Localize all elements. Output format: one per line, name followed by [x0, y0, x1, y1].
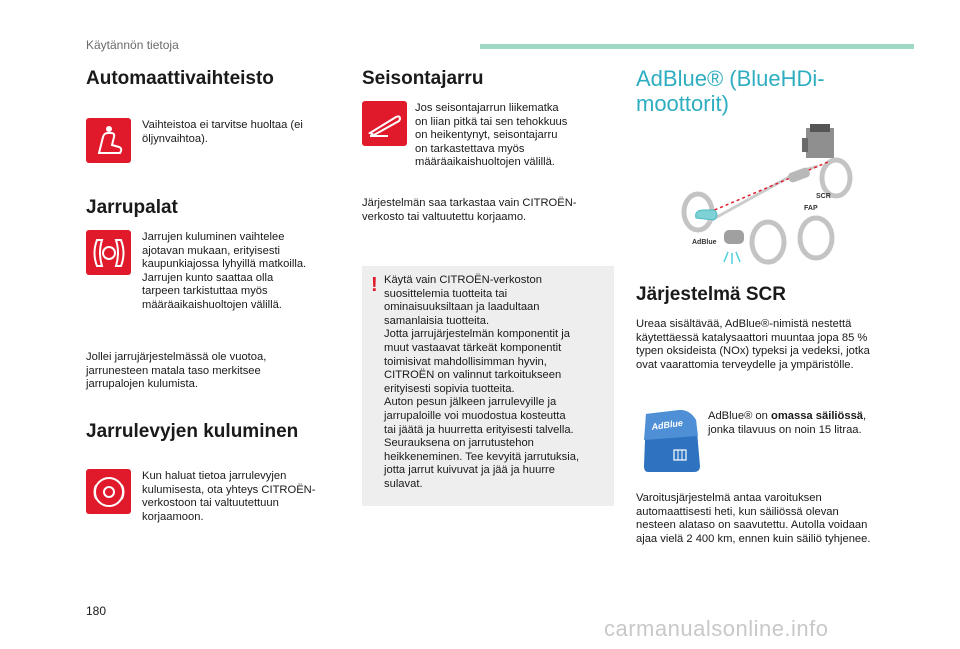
warning-text: Käytä vain CITROËN-verkoston suosittelemia tuotteita tai ominaisuuksiltaan ja laadultaan samanlaisia tuotteita. Jotta jarrujärjestelmän komponentit ja muut vastaavat tärkeät komponentit toimisivat mahdollisimman hyvin, CITROËN on valinnut tarkoitukseen erityisesti sopivia tuotteita. Auton pesun jälkeen jarrulevyille ja jarrupaloille voi muodostua kosteutta tai jäätä ja huurretta erityisesti talvella. Seurauksena on jarrutustehon heikkeneminen. Tee kevyitä jarrutuksia, jotta jarrut kuivuvat ja jää ja huurre sulavat.	[384, 274, 580, 490]
parking-brake-lever-icon	[362, 101, 407, 146]
pads-text-2: Jollei jarrujärjestelmässä ole vuotoa, jarrunesteen matala taso merkitsee jarrupalojen kulumista.	[86, 351, 267, 391]
heading-scr-system: Järjestelmä SCR	[636, 284, 786, 305]
warning-system-text: Varoitusjärjestelmä antaa varoituksen automaattisesti heti, kun säiliössä olevan nesteen alataso on saavutettu. Autolla voidaan ajaa vielä 2 400 km, ennen kuin säiliö tyhjenee.	[636, 492, 871, 545]
heading-parking-brake: Seisontajarru	[362, 68, 484, 89]
watermark: carmanualsonline.info	[604, 616, 829, 641]
label-scr: SCR	[816, 193, 831, 200]
catalyst-scr	[787, 167, 811, 184]
warning-exclamation-icon: !	[371, 274, 378, 296]
gear-lever-icon	[86, 118, 131, 163]
adblue-tank-icon	[640, 406, 704, 476]
pads-text: Jarrujen kuluminen vaihtelee ajotavan mukaan, erityisesti kaupunkiajossa lyhyillä matkoilla. Jarrujen kunto saattaa olla tarpeen tarkistuttaa myös määräaikaishuoltojen välillä.	[142, 231, 307, 311]
park-text: Jos seisontajarrun liikematka on liian pitkä tai sen tehokkuus on heikentynyt, seisontajarru on tarkastettava myös määräaikaishuoltojen välillä.	[415, 102, 568, 169]
park-text-2: Järjestelmän saa tarkastaa vain CITROËN- verkosto tai valtuutettu korjaamo.	[362, 197, 577, 223]
heading-brake-pads: Jarrupalat	[86, 197, 178, 218]
adblue-logo-text: AdBlue	[650, 417, 684, 432]
wheel-rear-left	[822, 160, 850, 196]
heading-adblue: AdBlue® (BlueHDi- moottorit)	[636, 66, 825, 116]
label-adblue: AdBlue	[692, 239, 717, 246]
wheel-front-right	[752, 222, 784, 262]
wheel-rear-right	[800, 218, 832, 258]
scr-system-diagram	[668, 122, 868, 272]
engine-block	[802, 124, 834, 158]
heading-automatic-gearbox: Automaattivaihteisto	[86, 68, 274, 89]
tank-text: AdBlue® on omassa säiliössä, jonka tilavuus on noin 15 litraa.	[708, 410, 867, 436]
section-label: Käytännön tietoja	[86, 38, 179, 52]
page-number: 180	[86, 604, 107, 618]
silencer	[724, 230, 744, 244]
brake-pads-icon	[86, 230, 131, 275]
heading-brake-discs: Jarrulevyjen kuluminen	[86, 421, 299, 442]
auto-text: Vaihteistoa ei tarvitse huoltaa (ei öljynvaihtoa).	[142, 119, 303, 145]
label-fap: FAP	[804, 205, 818, 212]
discs-text: Kun haluat tietoa jarrulevyjen kulumisesta, ota yhteys CITROËN- verkostoon tai valtuutettuun korjaamoon.	[142, 470, 316, 523]
brake-disc-icon	[86, 469, 131, 514]
header-accent-bar	[480, 44, 914, 49]
spray-lines	[724, 252, 740, 264]
scr-text: Ureaa sisältävää, AdBlue®-nimistä nestettä käytettäessä katalysaattori muuntaa jopa 85 % typen oksideista (NOx) typeksi ja vedeksi, jotka ovat vaarattomia terveydelle ja ympäristölle.	[636, 318, 870, 371]
adblue-tank	[696, 210, 717, 220]
